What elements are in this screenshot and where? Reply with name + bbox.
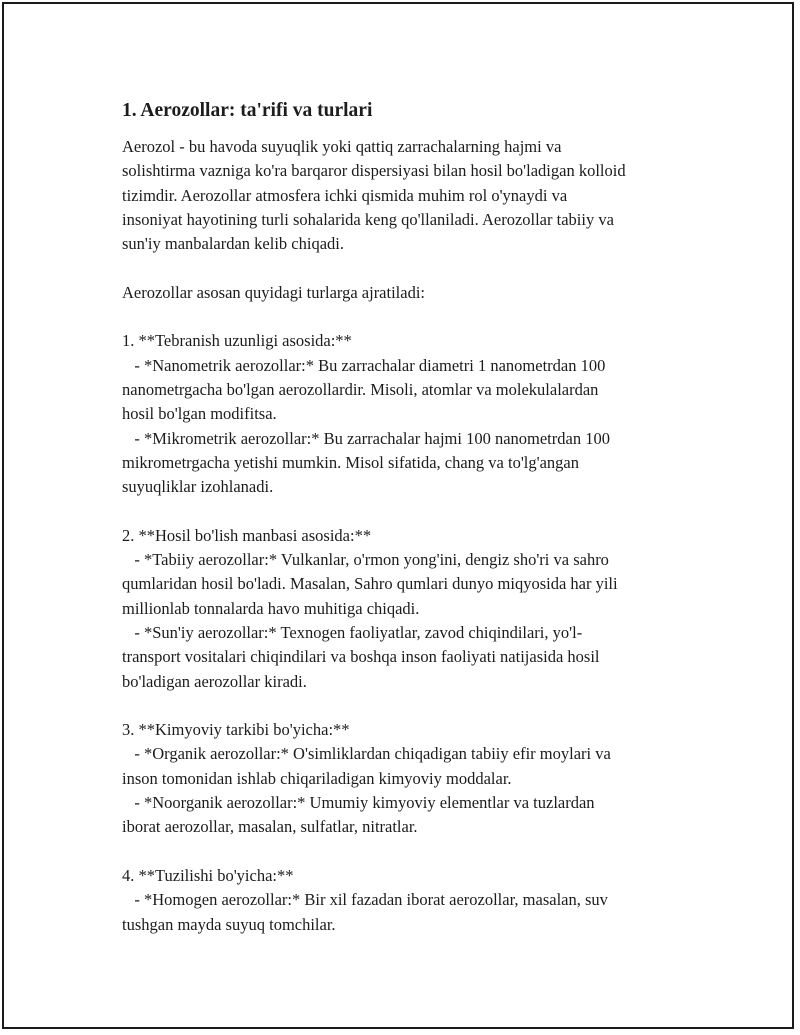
- section-heading: 2. **Hosil bo'lish manbasi asosida:**: [122, 525, 372, 545]
- document-body: [122, 99, 702, 937]
- section-heading: 1. **Tebranish uzunligi asosida:**: [122, 331, 352, 351]
- lead-paragraph: Aerozollar asosan quyidagi turlarga ajratiladi:: [122, 282, 426, 302]
- section-3: [122, 718, 702, 839]
- section-1: [122, 329, 702, 499]
- section-item: - *Nanometrik aerozollar:* Bu zarrachalar diametri 1 nanometrdan 100 nanometrgacha bo'lgan aerozollardir. Misoli, atomlar va molekulalardan hosil bo'lgan modifitsa.: [122, 355, 606, 424]
- intro-paragraph: Aerozol - bu havoda suyuqlik yoki qattiq zarrachalarning hajmi va solishtirma vazniga ko'ra barqaror dispersiyasi bilan hosil bo'ladigan kolloid tizimdir. Aerozollar atmosfera ichki qismida muhim rol o'ynaydi va insoniyat hayotining turli sohalarida keng qo'llaniladi. Aerozollar tabiiy va sun'iy manbalardan kelib chiqadi.: [122, 137, 626, 254]
- document-title: 1. Aerozollar: ta'rifi va turlari: [122, 100, 373, 121]
- page-frame: [2, 2, 794, 1029]
- spacer: [122, 840, 702, 864]
- spacer: [122, 305, 702, 329]
- section-4: [122, 864, 702, 937]
- section-item: - *Mikrometrik aerozollar:* Bu zarrachalar hajmi 100 nanometrdan 100 mikrometrgacha yetishi mumkin. Misol sifatida, chang va to'lg'angan suyuqliklar izohlanadi.: [122, 428, 610, 497]
- spacer: [122, 256, 702, 280]
- section-heading: 4. **Tuzilishi bo'yicha:**: [122, 865, 294, 885]
- section-item: - *Noorganik aerozollar:* Umumiy kimyoviy elementlar va tuzlardan iborat aerozollar, masalan, sulfatlar, nitratlar.: [122, 793, 595, 837]
- section-item: - *Tabiiy aerozollar:* Vulkanlar, o'rmon yong'ini, dengiz sho'ri va sahro qumlaridan hosil bo'ladi. Masalan, Sahro qumlari dunyo miqyosida har yili millionlab tonnalarda havo muhitiga chiqadi.: [122, 550, 618, 618]
- section-2: [122, 524, 702, 694]
- section-item: - *Organik aerozollar:* O'simliklardan chiqadigan tabiiy efir moylari va inson tomonidan ishlab chiqariladigan kimyoviy moddalar.: [122, 744, 611, 788]
- spacer: [122, 694, 702, 718]
- section-item: - *Sun'iy aerozollar:* Texnogen faoliyatlar, zavod chiqindilari, yo'l- transport vositalari chiqindilari va boshqa inson faoliyati natijasida hosil bo'ladigan aerozollar kiradi.: [122, 622, 600, 691]
- spacer: [122, 499, 702, 523]
- section-heading: 3. **Kimyoviy tarkibi bo'yicha:**: [122, 720, 350, 740]
- section-item: - *Homogen aerozollar:* Bir xil fazadan iborat aerozollar, masalan, suv tushgan mayda suyuq tomchilar.: [122, 890, 608, 934]
